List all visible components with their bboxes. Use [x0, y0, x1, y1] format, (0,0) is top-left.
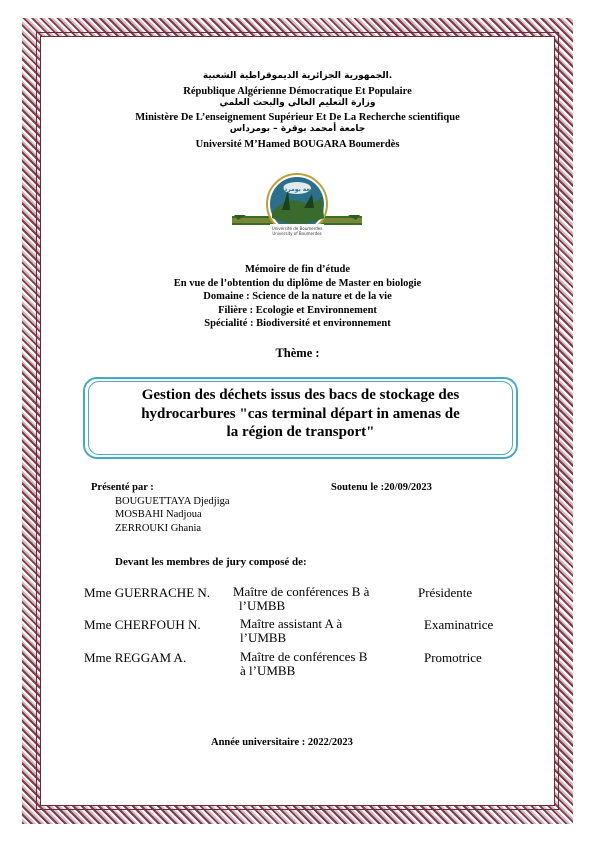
- jury-heading: Devant les membres de jury composé de:: [115, 556, 307, 568]
- logo-arabic-text: جامعة بومرداس: [273, 186, 321, 193]
- defense-date: Soutenu le :20/09/2023: [331, 482, 432, 493]
- thesis-title: [88, 386, 513, 442]
- university-name: Université M’Hamed BOUGARA Boumerdès: [195, 139, 400, 150]
- jury-member-name: Mme REGGAM A.: [84, 650, 187, 665]
- thesis-title-line-1: Gestion des déchets issus des bacs de stockage des: [141, 387, 460, 403]
- arabic-republic-name: .الجمهورية الجزائرية الديموقراطية الشعبية: [202, 71, 393, 81]
- jury-member-role: Examinatrice: [424, 617, 494, 632]
- memoire-domain: Domaine : Science de la nature et de la vie: [203, 291, 392, 302]
- arabic-university-name: جامعة أمحمد بوقرة – بومرداس: [229, 124, 366, 134]
- jury-member-rank: Maître de conférences B à l’UMBB: [240, 649, 368, 678]
- memoire-filiere: Filière : Ecologie et Environnement: [218, 305, 377, 316]
- jury-member-role: Promotrice: [424, 650, 482, 665]
- memoire-line-1: Mémoire de fin d’étude: [244, 264, 351, 275]
- academic-year: Année universitaire : 2022/2023: [211, 737, 353, 748]
- logo-fr-text: Université de Boumerdes: [271, 226, 323, 231]
- republic-name: République Algérienne Démocratique Et Populaire: [183, 86, 412, 97]
- memoire-line-2: En vue de l’obtention du diplôme de Master en biologie: [173, 278, 422, 289]
- student-name: ZERROUKI Ghania: [115, 523, 202, 534]
- jury-member-role: Présidente: [418, 585, 473, 600]
- thesis-title-line-3: la région de transport": [226, 424, 375, 440]
- arabic-ministry-name: وزارة التعليم العالي والبحث العلمي: [219, 98, 376, 108]
- logo-en-text: University of Boumerdes: [272, 231, 322, 236]
- theme-label: Thème :: [275, 346, 320, 360]
- jury-member-name: Mme GUERRACHE N.: [84, 585, 211, 600]
- jury-member-rank: Maître de conférences B à l’UMBB: [233, 584, 370, 613]
- ministry-name: Ministère De L’enseignement Supérieur Et De La Recherche scientifique: [135, 112, 460, 123]
- student-name: BOUGUETTAYA Djedjiga: [115, 496, 230, 507]
- thesis-title-line-2: hydrocarbures "cas terminal départ in amenas de: [141, 405, 460, 422]
- university-logo: [232, 168, 362, 246]
- jury-member-rank: Maître assistant A à l’UMBB: [240, 616, 343, 645]
- student-name: MOSBAHI Nadjoua: [115, 509, 202, 520]
- memoire-specialite: Spécialité : Biodiversité et environnement: [204, 318, 391, 329]
- jury-member-name: Mme CHERFOUH N.: [84, 617, 201, 632]
- presented-by-label: Présenté par :: [91, 482, 154, 493]
